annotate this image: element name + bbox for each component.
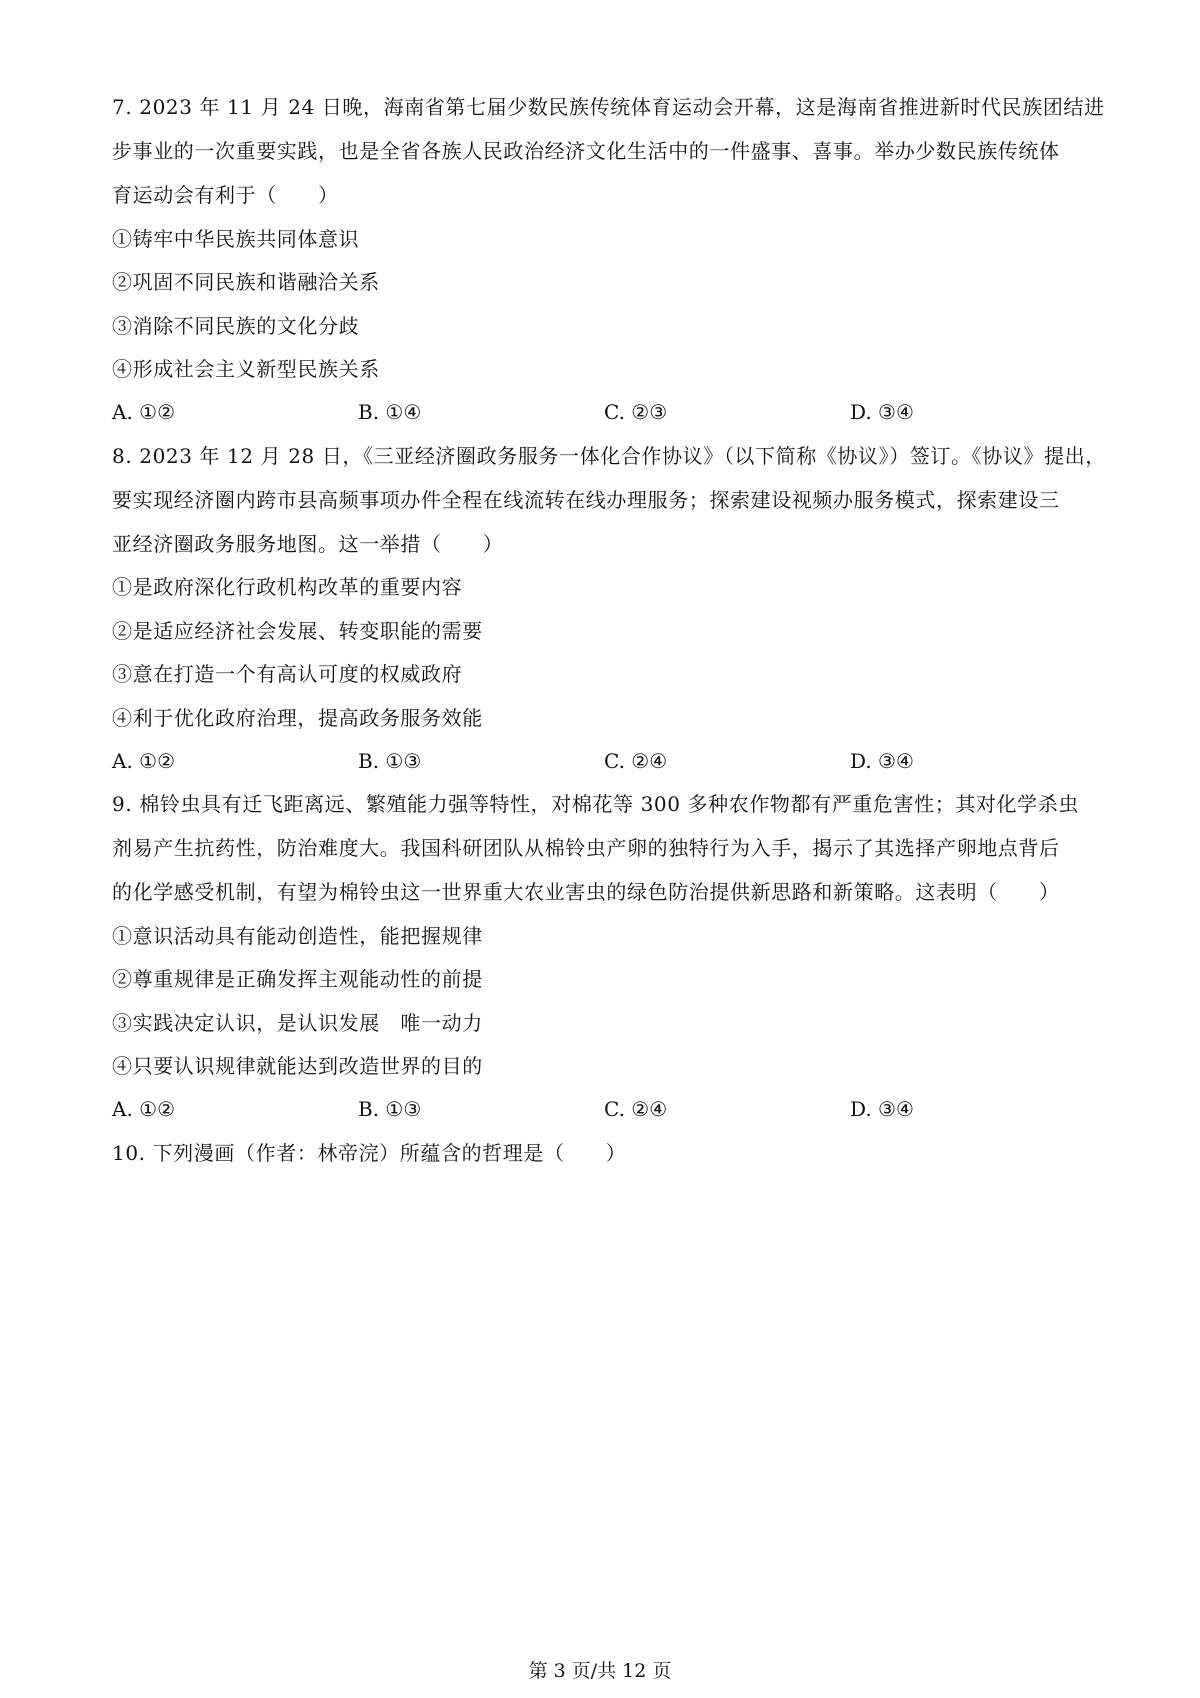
question-7-option-a: A. ①② bbox=[112, 400, 176, 424]
question-7-option-c: C. ②③ bbox=[604, 400, 668, 424]
question-9-item-2: ②尊重规律是正确发挥主观能动性的前提 bbox=[112, 967, 483, 991]
question-7-item-2: ②巩固不同民族和谐融洽关系 bbox=[112, 270, 380, 294]
question-9-stem-line-3: 的化学感受机制，有望为棉铃虫这一世界重大农业害虫的绿色防治提供新思路和新策略。这表明（ ） bbox=[112, 880, 1060, 904]
question-9-stem-line-2: 剂易产生抗药性，防治难度大。我国科研团队从棉铃虫产卵的独特行为入手，揭示了其选择产卵地点背后 bbox=[112, 836, 1060, 860]
question-9-item-1: ①意识活动具有能动创造性，能把握规律 bbox=[112, 924, 483, 948]
question-9-item-4: ④只要认识规律就能达到改造世界的目的 bbox=[112, 1054, 483, 1078]
question-7-stem-line-3: 育运动会有利于（ ） bbox=[112, 183, 339, 207]
question-8-option-a: A. ①② bbox=[112, 749, 176, 773]
question-7-item-3: ③消除不同民族的文化分歧 bbox=[112, 314, 360, 338]
question-7-option-d: D. ③④ bbox=[850, 400, 914, 424]
question-9-item-3: ③实践决定认识，是认识发展 唯一动力 bbox=[112, 1011, 483, 1035]
question-9-stem-line-1: 9. 棉铃虫具有迁飞距离远、繁殖能力强等特性，对棉花等 300 多种农作物都有严重危害性；其对化学杀虫 bbox=[112, 792, 1079, 816]
question-9-option-a: A. ①② bbox=[112, 1097, 176, 1121]
question-9-option-b: B. ①③ bbox=[358, 1097, 422, 1121]
question-10-stem: 10. 下列漫画（作者：林帝浣）所蕴含的哲理是（ ） bbox=[112, 1141, 627, 1165]
question-7-item-1: ①铸牢中华民族共同体意识 bbox=[112, 227, 360, 251]
question-8-option-b: B. ①③ bbox=[358, 749, 422, 773]
question-7-option-b: B. ①④ bbox=[358, 400, 422, 424]
question-9-option-d: D. ③④ bbox=[850, 1097, 914, 1121]
question-8-option-c: C. ②④ bbox=[604, 749, 668, 773]
question-9-option-c: C. ②④ bbox=[604, 1097, 668, 1121]
question-7-stem-line-2: 步事业的一次重要实践，也是全省各族人民政治经济文化生活中的一件盛事、喜事。举办少数民族传统体 bbox=[112, 139, 1060, 163]
question-8-item-4: ④利于优化政府治理，提高政务服务效能 bbox=[112, 706, 483, 730]
question-8-item-1: ①是政府深化行政机构改革的重要内容 bbox=[112, 575, 463, 599]
question-8-stem-line-3: 亚经济圈政务服务地图。这一举措（ ） bbox=[112, 532, 504, 556]
question-7-item-4: ④形成社会主义新型民族关系 bbox=[112, 357, 380, 381]
question-8-stem-line-2: 要实现经济圈内跨市县高频事项办件全程在线流转在线办理服务；探索建设视频办服务模式，探索建设三 bbox=[112, 488, 1060, 512]
question-8-stem-line-1: 8. 2023 年 12 月 28 日，《三亚经济圈政务服务一体化合作协议》（以下简称《协议》）签订。《协议》提出， bbox=[112, 444, 1106, 468]
question-7-stem-line-1: 7. 2023 年 11 月 24 日晚，海南省第七届少数民族传统体育运动会开幕，这是海南省推进新时代民族团结进 bbox=[112, 95, 1105, 119]
question-8-item-2: ②是适应经济社会发展、转变职能的需要 bbox=[112, 619, 483, 643]
question-8-item-3: ③意在打造一个有高认可度的权威政府 bbox=[112, 662, 463, 686]
page-number: 第 3 页/共 12 页 bbox=[528, 1660, 672, 1682]
question-8-option-d: D. ③④ bbox=[850, 749, 914, 773]
